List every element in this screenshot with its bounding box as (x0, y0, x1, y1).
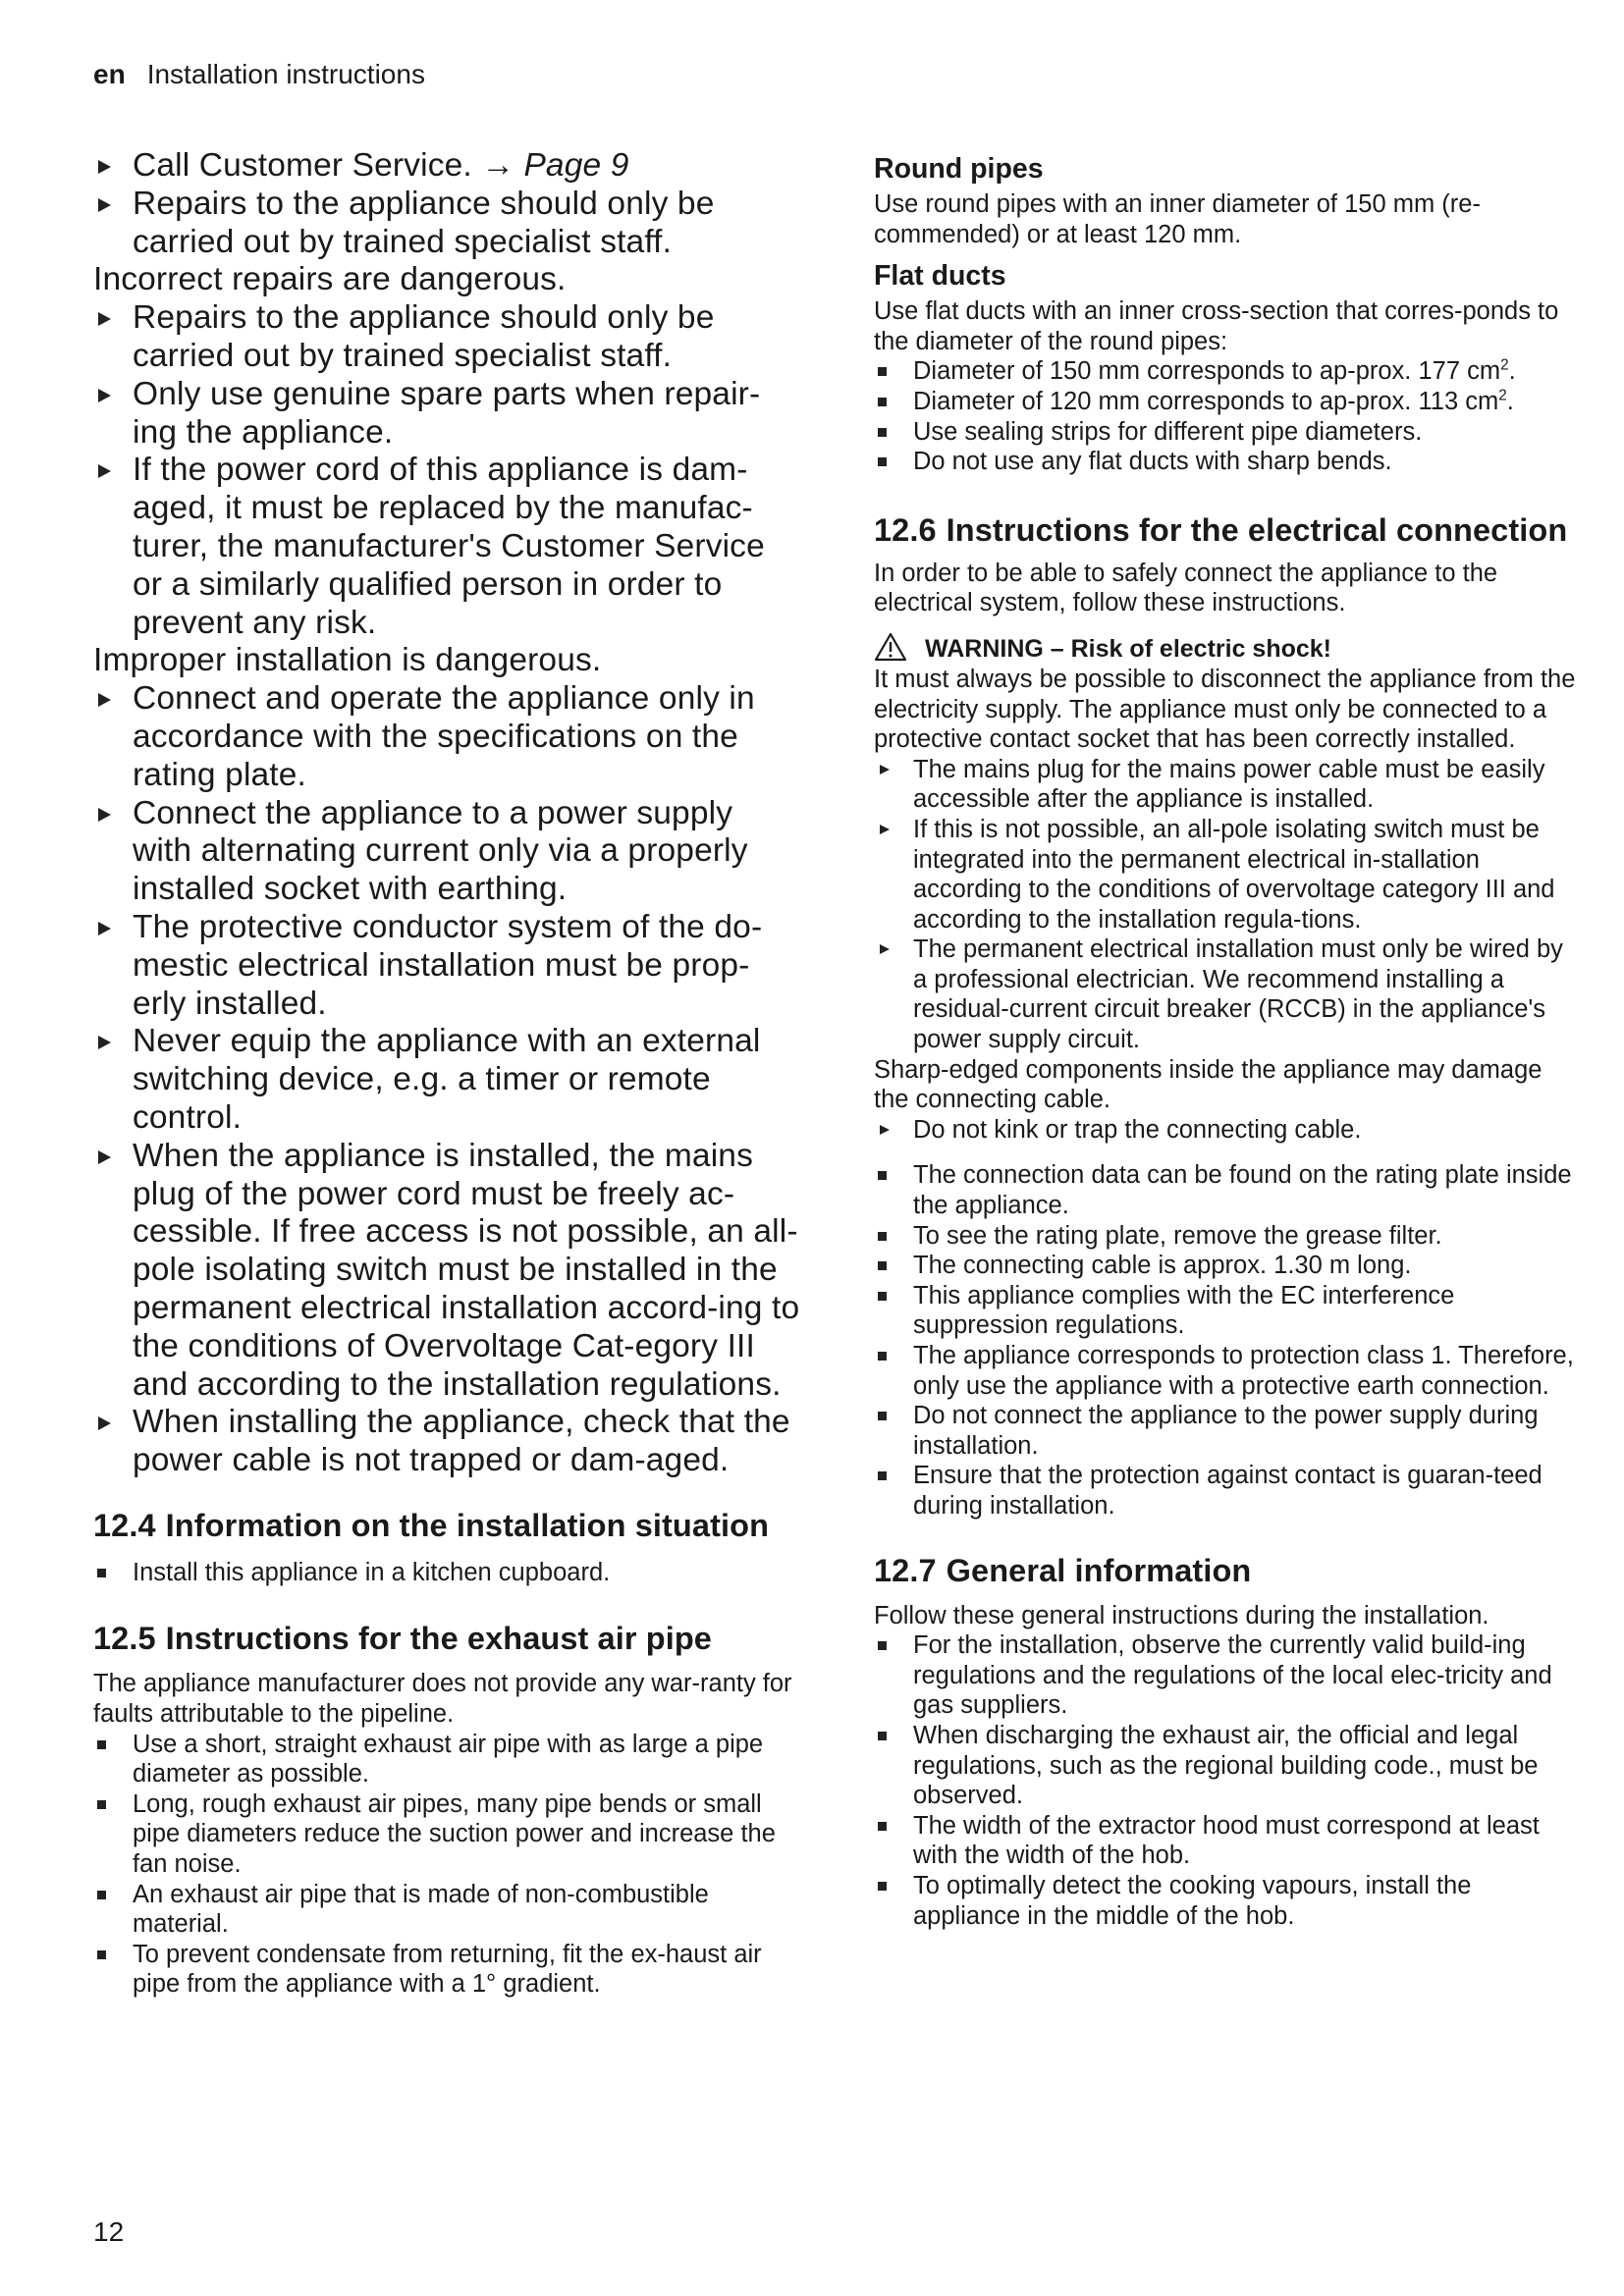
section-heading-12-5: 12.5 Instructions for the exhaust air pipe (93, 1621, 712, 1657)
header-title: Installation instructions (146, 59, 425, 89)
hazard-statement: Improper installation is dangerous. (93, 642, 602, 679)
electrical-connection-section (874, 559, 1581, 1522)
list-item: This appliance complies with the EC interference suppression regulations. (874, 1281, 1581, 1341)
warning-step: If this is not possible, an all-pole isolating switch must be integrated into the permanent electrical in-stallation according to the conditions of overvoltage category III and according to the installation regula-tions. (874, 815, 1581, 934)
list-item: The connection data can be found on the rating plate inside the appliance. (874, 1160, 1581, 1220)
list-item: An exhaust air pipe that is made of non-combustible material. (93, 1880, 800, 1940)
warning-heading: WARNING – Risk of electric shock! (874, 632, 1581, 665)
installation-situation-list (93, 1558, 800, 1588)
paragraph: The appliance manufacturer does not provide any war-ranty for faults attributable to the pipeline. (93, 1670, 792, 1729)
page-header (93, 59, 425, 90)
list-item: Do not connect the appliance to the power supply during installation. (874, 1401, 1581, 1461)
safety-item: Never equip the appliance with an external switching device, e.g. a timer or remote control. (93, 1023, 800, 1137)
warning-step: The mains plug for the mains power cable must be easily accessible after the appliance is installed. (874, 755, 1581, 815)
flat-ducts-section (874, 296, 1581, 477)
paragraph: Use flat ducts with an inner cross-section that corres-ponds to the diameter of the round pipes: (874, 297, 1559, 355)
list-item: Diameter of 120 mm corresponds to ap-prox. 113 $cm^2$. (874, 387, 1581, 417)
subheading-flat-ducts: Flat ducts (874, 260, 1006, 293)
list-item: Ensure that the protection against contact is guaran-teed during installation. (874, 1461, 1581, 1521)
section-heading-12-6: 12.6 Instructions for the electrical connection (874, 511, 1568, 548)
paragraph: Sharp-edged components inside the appliance may damage the connecting cable. (874, 1055, 1543, 1114)
warning-step: Do not kink or trap the connecting cable. (874, 1115, 1581, 1146)
warning-triangle-icon (874, 632, 907, 662)
safety-item: If the power cord of this appliance is dam-aged, it must be replaced by the manufac-turer, the manufacturer's Customer Service or a similarly qualified person in order to prevent any risk. (93, 452, 800, 642)
page-number: 12 (93, 2216, 125, 2247)
safety-list (93, 147, 800, 1480)
list-item: Install this appliance in a kitchen cupboard. (93, 1558, 800, 1588)
section-heading-12-7: 12.7 General information (874, 1552, 1252, 1588)
subheading-round-pipes: Round pipes (874, 153, 1044, 185)
left-column (93, 147, 800, 2000)
safety-item: Call Customer Service. → Page 9 (93, 147, 800, 186)
reference-arrow: → (481, 147, 514, 184)
list-item: For the installation, observe the currently valid build-ing regulations and the regulations of the local elec-tricity and gas suppliers. (874, 1630, 1581, 1721)
list-item: When discharging the exhaust air, the official and legal regulations, such as the regional building code., must be observed. (874, 1721, 1581, 1811)
paragraph: Follow these general instructions during the installation. (874, 1601, 1489, 1629)
general-information-section (874, 1601, 1581, 1932)
list-item: Long, rough exhaust air pipes, many pipe bends or small pipe diameters reduce the suction power and increase the fan noise. (93, 1789, 800, 1880)
list-item: Do not use any flat ducts with sharp bends. (874, 447, 1581, 477)
page-reference-link[interactable]: Page 9 (523, 147, 629, 184)
safety-item: Repairs to the appliance should only be carried out by trained specialist staff. (93, 186, 800, 262)
connection-info-list (874, 1160, 1581, 1521)
list-item: The connecting cable is approx. 1.30 m long. (874, 1251, 1581, 1281)
list-item: To prevent condensate from returning, fit the ex-haust air pipe from the appliance with a 1° gradient. (93, 1940, 800, 2000)
list-item: To optimally detect the cooking vapours, install the appliance in the middle of the hob. (874, 1871, 1581, 1931)
safety-item: Only use genuine spare parts when repair-ing the appliance. (93, 376, 800, 453)
paragraph: Use round pipes with an inner diameter of 150 mm (re-commended) or at least 120 mm. (874, 190, 1481, 248)
safety-item: The protective conductor system of the do-mestic electrical installation must be prop-erly installed. (93, 909, 800, 1023)
safety-item: Connect the appliance to a power supply with alternating current only via a properly installed socket with earthing. (93, 795, 800, 909)
right-column (874, 152, 1581, 1931)
exhaust-pipe-section (93, 1669, 800, 2000)
list-item: The appliance corresponds to protection class 1. Therefore, only use the appliance with a protective earth connection. (874, 1341, 1581, 1401)
safety-item: Connect and operate the appliance only in accordance with the specifications on the rating plate. (93, 680, 800, 794)
paragraph: In order to be able to safely connect the appliance to the electrical system, follow these instructions. (874, 559, 1498, 617)
warning-text: It must always be possible to disconnect the appliance from the electricity supply. The appliance must only be connected to a protective contact socket that has been correctly installed. (874, 665, 1576, 754)
hazard-statement: Incorrect repairs are dangerous. (93, 261, 567, 298)
warning-step: The permanent electrical installation must only be wired by a professional electrician. We recommend installing a residual-current circuit breaker (RCCB) in the appliance's power supply circuit. (874, 934, 1581, 1054)
list-item: To see the rating plate, remove the grease filter. (874, 1221, 1581, 1252)
list-item: Diameter of 150 mm corresponds to ap-prox. 177 $cm^2$. (874, 356, 1581, 387)
list-item: Use a short, straight exhaust air pipe with as large a pipe diameter as possible. (93, 1730, 800, 1789)
language-code: en (93, 59, 126, 89)
safety-item: When the appliance is installed, the mains plug of the power cord must be freely ac-cessible. If free access is not possible, an all-pole isolating switch must be installed in the permanent electrical installation accord-ing to the conditions of Overvoltage Cat-egory III and according to the installation regulations. (93, 1138, 800, 1405)
safety-item: When installing the appliance, check that the power cable is not trapped or dam-aged. (93, 1404, 800, 1480)
safety-item: Repairs to the appliance should only be carried out by trained specialist staff. (93, 299, 800, 376)
list-item: The width of the extractor hood must correspond at least with the width of the hob. (874, 1811, 1581, 1871)
list-item: Use sealing strips for different pipe diameters. (874, 417, 1581, 448)
section-heading-12-4: 12.4 Information on the installation situation (93, 1507, 770, 1543)
